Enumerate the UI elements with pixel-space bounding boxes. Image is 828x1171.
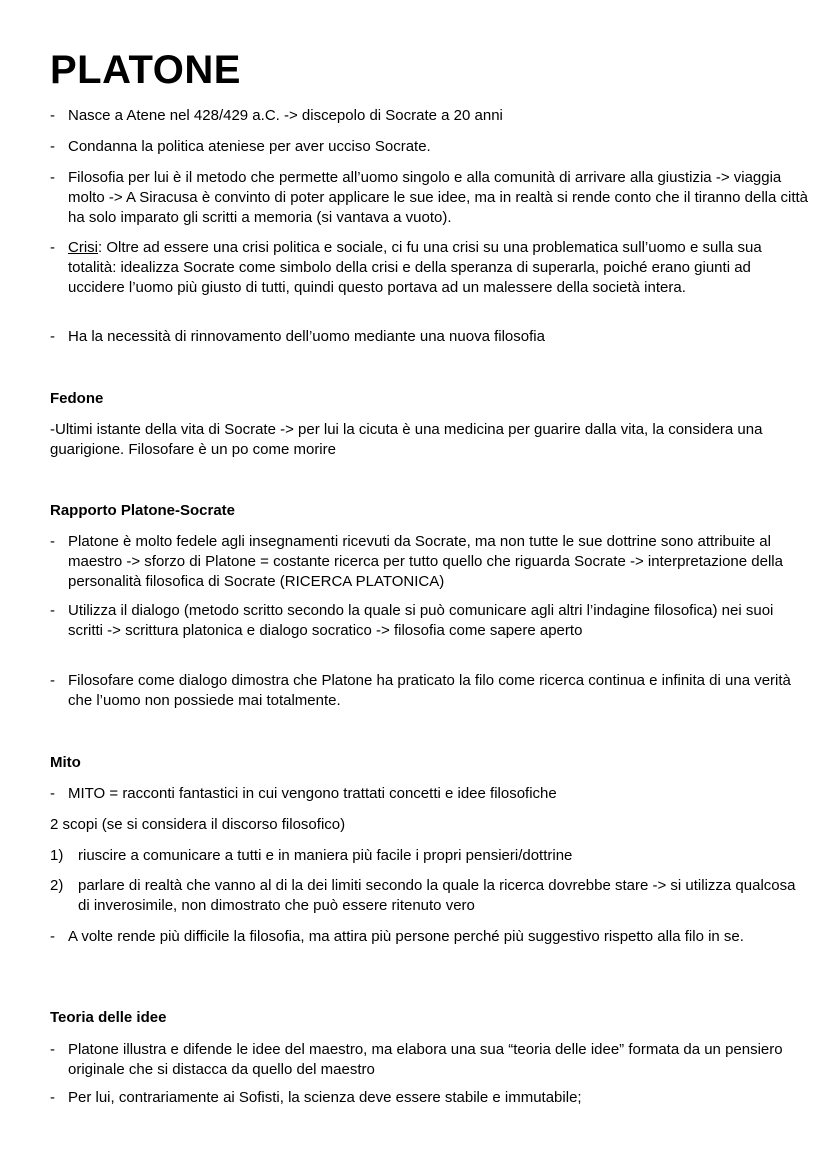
dash-bullet: - xyxy=(50,602,55,619)
section-rapporto xyxy=(50,501,791,709)
list-item-text: MITO = racconti fantastici in cui vengono trattati concetti e idee filosofiche xyxy=(68,785,557,802)
crisi-text: : Oltre ad essere una crisi politica e sociale, ci fu una crisi su una problematica sull’uomo e sulla sua totalità: idealizza Socrate come simbolo della crisi e della speranza di superarla, poiché erano giunti ad uccidere l’uomo più giusto di tutti, quindi questo portava ad un malessere della società intera. xyxy=(68,239,762,296)
list-item xyxy=(50,137,808,157)
item-number: 1) xyxy=(50,847,64,864)
numbered-item xyxy=(50,876,808,916)
list-item-text: Ha la necessità di rinnovamento dell’uomo mediante una nuova filosofia xyxy=(68,328,545,345)
section-heading: Mito xyxy=(50,754,81,771)
list-item xyxy=(50,784,808,804)
dash-bullet: - xyxy=(50,1089,55,1106)
section-teoria xyxy=(50,1008,790,1106)
dash-bullet: - xyxy=(50,1041,55,1058)
numbered-item xyxy=(50,846,808,866)
numbered-item-text: parlare di realtà che vanno al di la dei limiti secondo la quale la ricerca dovrebbe stare -> si utilizza qualcosa di inverosimile, non dimostrato che può essere ritenuto vero xyxy=(78,877,796,914)
list-item-text: Filosofare come dialogo dimostra che Platone ha praticato la filo come ricerca continua e infinita di una verità che l’uomo non possiede mai totalmente. xyxy=(68,672,791,709)
page-title: PLATONE xyxy=(50,48,241,92)
list-item-text: Utilizza il dialogo (metodo scritto secondo la quale si può comunicare agli altri l’indagine filosofica) nei suoi scritti -> scrittura platonica e dialogo socratico -> filosofia come sapere aperto xyxy=(68,602,774,639)
list-item xyxy=(50,1040,808,1080)
list-item xyxy=(50,927,808,947)
list-item-text: Filosofia per lui è il metodo che permette all’uomo singolo e alla comunità di arrivare alla giustizia -> viaggia molto -> A Siracusa è convinto di poter applicare le sue idee, ma in realtà si rende conto che il tiranno della città ha solo imparato gli scritti a memoria (si vantava a vuoto). xyxy=(68,169,809,226)
section-mito xyxy=(50,753,796,945)
dash-bullet: - xyxy=(50,328,55,345)
list-item xyxy=(50,106,808,126)
list-item-text: Per lui, contrariamente ai Sofisti, la scienza deve essere stabile e immutabile; xyxy=(68,1089,582,1106)
list-item-text: A volte rende più difficile la filosofia, ma attira più persone perché più suggestivo rispetto alla filo in se. xyxy=(68,928,744,945)
list-item xyxy=(50,671,808,711)
list-item xyxy=(50,1088,808,1108)
dash-bullet: - xyxy=(50,533,55,550)
item-number: 2) xyxy=(50,877,64,894)
list-item xyxy=(50,532,808,592)
dash-bullet: - xyxy=(50,928,55,945)
list-item-text: Condanna la politica ateniese per aver ucciso Socrate. xyxy=(68,138,431,155)
list-item xyxy=(50,168,808,228)
list-item-text: Nasce a Atene nel 428/429 a.C. -> discepolo di Socrate a 20 anni xyxy=(68,107,503,124)
dash-bullet: - xyxy=(50,138,55,155)
list-item-crisi xyxy=(50,238,808,298)
list-item xyxy=(50,601,808,641)
crisi-label: Crisi xyxy=(68,239,98,256)
dash-bullet: - xyxy=(50,239,55,256)
dash-bullet: - xyxy=(50,169,55,186)
dash-bullet: - xyxy=(50,785,55,802)
section-fedone xyxy=(50,389,790,458)
dash-bullet: - xyxy=(50,672,55,689)
section-heading: Fedone xyxy=(50,390,104,407)
section-heading: Teoria delle idee xyxy=(50,1009,167,1026)
list-item xyxy=(50,327,808,347)
numbered-item-text: riuscire a comunicare a tutti e in maniera più facile i propri pensieri/dottrine xyxy=(78,847,573,864)
section-paragraph: -Ultimi istante della vita di Socrate -> per lui la cicuta è una medicina per guarire dalla vita, la considera una guarigione. Filosofare è un po come morire xyxy=(50,421,763,458)
list-item-text: Platone illustra e difende le idee del maestro, ma elabora una sua “teoria delle idee” formata da un pensiero originale che si distacca da quello del maestro xyxy=(68,1041,783,1078)
section-paragraph: 2 scopi (se si considera il discorso filosofico) xyxy=(50,816,346,833)
dash-bullet: - xyxy=(50,107,55,124)
section-heading: Rapporto Platone-Socrate xyxy=(50,502,236,519)
list-item-text: Platone è molto fedele agli insegnamenti ricevuti da Socrate, ma non tutte le sue dottrine sono attribuite al maestro -> sforzo di Platone = costante ricerca per tutto quello che riguarda Socrate -> interpretazione della personalità filosofica di Socrate (RICERCA PLATONICA) xyxy=(68,533,783,590)
